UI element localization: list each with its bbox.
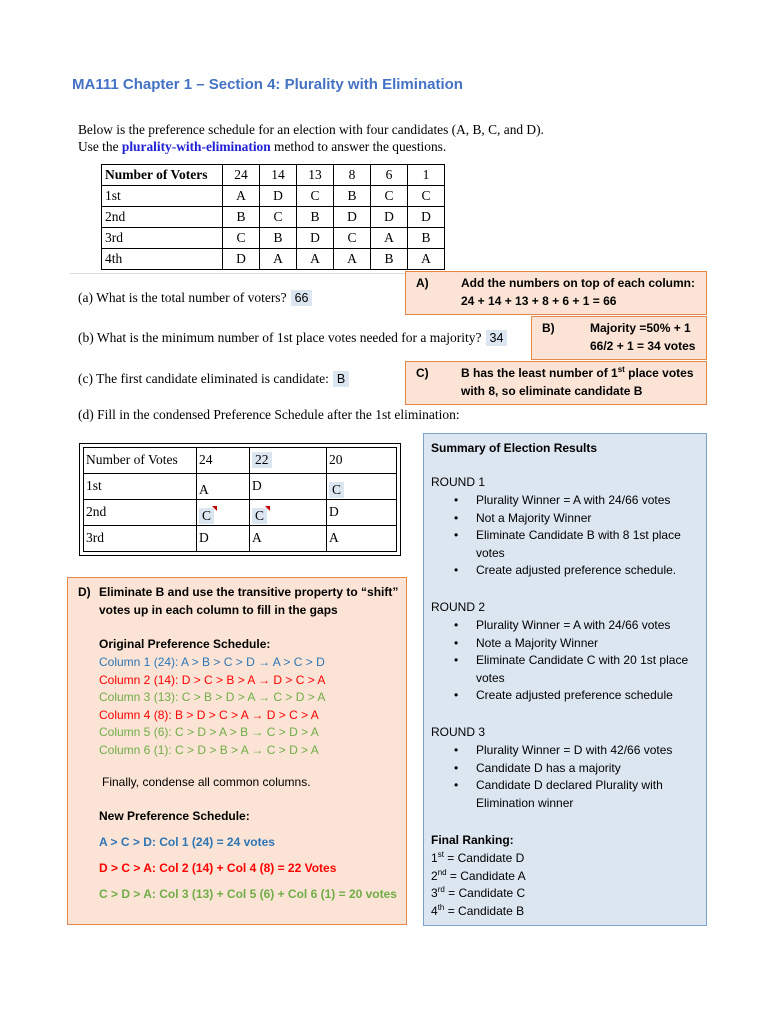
table-cell: A	[371, 228, 408, 249]
summary-heading: Summary of Election Results	[431, 441, 598, 455]
table-cell: B	[371, 249, 408, 270]
list-item	[431, 868, 526, 886]
table-cell: A	[297, 249, 334, 270]
list-item: • Eliminate Candidate C with 20 1st place votes	[424, 652, 704, 687]
table-cell: A	[250, 526, 327, 552]
cell-input[interactable]	[199, 508, 214, 524]
column-header: 13	[297, 165, 334, 186]
explanation-box-b	[531, 316, 707, 360]
list-item: Column 1 (24): A > B > C > D → A > C > D	[99, 655, 325, 669]
explanation-box-c	[405, 361, 707, 405]
column-header: 8	[334, 165, 371, 186]
table-row	[102, 207, 445, 228]
rank-suffix: nd	[437, 867, 447, 877]
table-cell: B	[297, 207, 334, 228]
table-cell	[327, 474, 397, 500]
table-cell: B	[223, 207, 260, 228]
table-cell: D	[297, 228, 334, 249]
final-ranking-heading: Final Ranking:	[431, 833, 514, 847]
table-row	[84, 474, 397, 500]
table-row	[102, 186, 445, 207]
box-a-label: A)	[416, 276, 429, 290]
table-cell: D	[371, 207, 408, 228]
final-ranking-list	[431, 850, 526, 920]
method-name: plurality-with-elimination	[121, 139, 271, 154]
page-title: MA111 Chapter 1 – Section 4: Plurality with Elimination	[72, 76, 463, 93]
table-cell: B	[408, 228, 445, 249]
column-header	[250, 448, 327, 474]
new-schedule-heading: New Preference Schedule:	[99, 809, 250, 823]
comment-marker-icon	[265, 506, 270, 511]
table-row	[102, 165, 445, 186]
box-c-line-1	[461, 365, 694, 382]
question-c-text: (c) The first candidate eliminated is candidate:	[78, 371, 329, 386]
table-cell: D	[260, 186, 297, 207]
table-cell: B	[334, 186, 371, 207]
table-cell: A	[327, 526, 397, 552]
list-item	[431, 885, 526, 903]
list-item: A > C > D: Col 1 (24) = 24 votes	[99, 835, 275, 849]
cell-input[interactable]	[252, 508, 267, 524]
table-cell: A	[197, 474, 250, 500]
original-schedule-heading: Original Preference Schedule:	[99, 637, 271, 651]
rank-number: 4	[431, 903, 438, 918]
box-b-label: B)	[542, 321, 555, 335]
column-header: 20	[327, 448, 397, 474]
table-cell	[250, 500, 327, 526]
column-header-input[interactable]: 22	[252, 452, 272, 468]
original-columns-list	[99, 654, 325, 760]
condensed-schedule-table	[79, 443, 401, 556]
list-item: • Candidate D declared Plurality with Elimination winner	[424, 777, 704, 812]
list-item: Column 3 (13): C > B > D > A → C > D > A	[99, 690, 326, 705]
round-1-list	[424, 492, 704, 580]
box-a-line-2: 24 + 14 + 13 + 8 + 6 + 1 = 66	[461, 294, 617, 308]
list-item: • Create adjusted preference schedule.	[424, 562, 704, 580]
column-header: 14	[260, 165, 297, 186]
box-a-line-1: Add the numbers on top of each column:	[461, 276, 695, 290]
question-a	[78, 290, 312, 306]
rank-text: = Candidate C	[444, 886, 526, 901]
box-b-line-1: Majority =50% + 1	[590, 321, 691, 335]
column-header: 6	[371, 165, 408, 186]
explanation-box-d	[67, 577, 407, 925]
box-c-line-2: with 8, so eliminate candidate B	[461, 384, 643, 398]
round-2-title: ROUND 2	[431, 600, 486, 614]
header-label: Number of Voters	[102, 165, 223, 186]
divider	[70, 273, 410, 274]
question-a-text: (a) What is the total number of voters?	[78, 290, 287, 305]
list-item: Column 5 (6): C > D > A > B → C > D > A	[99, 725, 319, 740]
cell-value: C	[202, 508, 212, 523]
list-item	[431, 903, 526, 921]
list-item: • Candidate D has a majority	[424, 760, 704, 778]
list-item: • Eliminate Candidate B with 8 1st place votes	[424, 527, 704, 562]
preference-schedule-table	[101, 164, 445, 270]
table-row	[102, 249, 445, 270]
table-cell: D	[408, 207, 445, 228]
box-b-line-2: 66/2 + 1 = 34 votes	[590, 339, 696, 353]
condense-note: Finally, condense all common columns.	[102, 775, 311, 789]
table-row	[84, 448, 397, 474]
row-label: 1st	[102, 186, 223, 207]
round-2-list	[424, 617, 704, 705]
question-b-text: (b) What is the minimum number of 1st place votes needed for a majority?	[78, 330, 482, 345]
table-row	[102, 228, 445, 249]
box-c-sup: st	[617, 365, 625, 374]
table-cell: B	[260, 228, 297, 249]
round-3-list	[424, 742, 704, 812]
list-item: • Plurality Winner = D with 42/66 votes	[424, 742, 704, 760]
list-item	[431, 850, 526, 868]
rank-suffix: rd	[437, 885, 445, 895]
table-cell: C	[260, 207, 297, 228]
table-row	[84, 500, 397, 526]
question-b	[78, 330, 507, 346]
table-cell: A	[408, 249, 445, 270]
list-item: • Plurality Winner = A with 24/66 votes	[424, 617, 704, 635]
list-item: Column 6 (1): C > D > B > A → C > D > A	[99, 742, 319, 757]
list-item: • Note a Majority Winner	[424, 635, 704, 653]
rank-number: 3	[431, 886, 438, 901]
intro-line-2-pre: Use the	[78, 139, 122, 154]
list-item: C > D > A: Col 3 (13) + Col 5 (6) + Col 6 (1) = 20 votes	[99, 887, 397, 901]
list-item: D > C > A: Col 2 (14) + Col 4 (8) = 22 Votes	[99, 861, 337, 875]
rank-text: = Candidate A	[446, 868, 526, 883]
answer-b[interactable]: 34	[486, 330, 508, 346]
round-1-title: ROUND 1	[431, 475, 486, 489]
table-cell: C	[371, 186, 408, 207]
column-header: 1	[408, 165, 445, 186]
table-cell: D	[197, 526, 250, 552]
intro-line-1: Below is the preference schedule for an election with four candidates (A, B, C, and D).	[78, 122, 544, 137]
list-item: • Plurality Winner = A with 24/66 votes	[424, 492, 704, 510]
table-cell: C	[334, 228, 371, 249]
box-c-line-1-post: place votes	[624, 366, 694, 380]
box-d-label: D)	[78, 585, 91, 599]
cell-value: C	[255, 508, 265, 523]
box-d-line-2: votes up in each column to fill in the gaps	[99, 603, 338, 617]
table-cell: A	[223, 186, 260, 207]
rank-suffix: th	[437, 902, 445, 912]
round-3-title: ROUND 3	[431, 725, 486, 739]
question-c	[78, 371, 349, 387]
intro-text	[78, 121, 544, 155]
cell-input[interactable]: C	[329, 482, 344, 498]
table-cell: A	[334, 249, 371, 270]
intro-line-2	[78, 138, 544, 155]
row-label: 4th	[102, 249, 223, 270]
row-label: 2nd	[84, 500, 197, 526]
row-label: 1st	[84, 474, 197, 500]
column-header: 24	[223, 165, 260, 186]
list-item: • Create adjusted preference schedule	[424, 687, 704, 705]
answer-a[interactable]: 66	[291, 290, 313, 306]
table-cell: D	[250, 474, 327, 500]
list-item: Column 2 (14): D > C > B > A → D > C > A	[99, 672, 326, 687]
rank-text: = Candidate B	[444, 903, 525, 918]
list-item: • Not a Majority Winner	[424, 510, 704, 528]
header-label: Number of Votes	[84, 448, 197, 474]
answer-c[interactable]: B	[333, 371, 349, 387]
table-cell: D	[334, 207, 371, 228]
comment-marker-icon	[212, 506, 217, 511]
rank-number: 1	[431, 851, 438, 865]
column-header: 24	[197, 448, 250, 474]
question-d: (d) Fill in the condensed Preference Schedule after the 1st elimination:	[78, 407, 460, 422]
table-row	[84, 526, 397, 552]
table-cell: D	[223, 249, 260, 270]
rank-text: = Candidate D	[443, 851, 525, 865]
table-cell	[197, 500, 250, 526]
summary-box	[423, 433, 707, 926]
list-item: Column 4 (8): B > D > C > A → D > C > A	[99, 707, 319, 722]
box-c-line-1-pre: B has the least number of 1	[461, 366, 618, 380]
table-cell: C	[223, 228, 260, 249]
intro-line-2-post: method to answer the questions.	[270, 139, 447, 154]
box-d-line-1: Eliminate B and use the transitive property to “shift”	[99, 585, 399, 599]
table-cell: C	[408, 186, 445, 207]
rank-suffix: st	[437, 850, 444, 859]
explanation-box-a	[405, 271, 707, 315]
row-label: 2nd	[102, 207, 223, 228]
table-cell: C	[297, 186, 334, 207]
table-cell: D	[327, 500, 397, 526]
box-c-label: C)	[416, 366, 429, 380]
row-label: 3rd	[84, 526, 197, 552]
table-cell: A	[260, 249, 297, 270]
row-label: 3rd	[102, 228, 223, 249]
rank-number: 2	[431, 868, 438, 883]
